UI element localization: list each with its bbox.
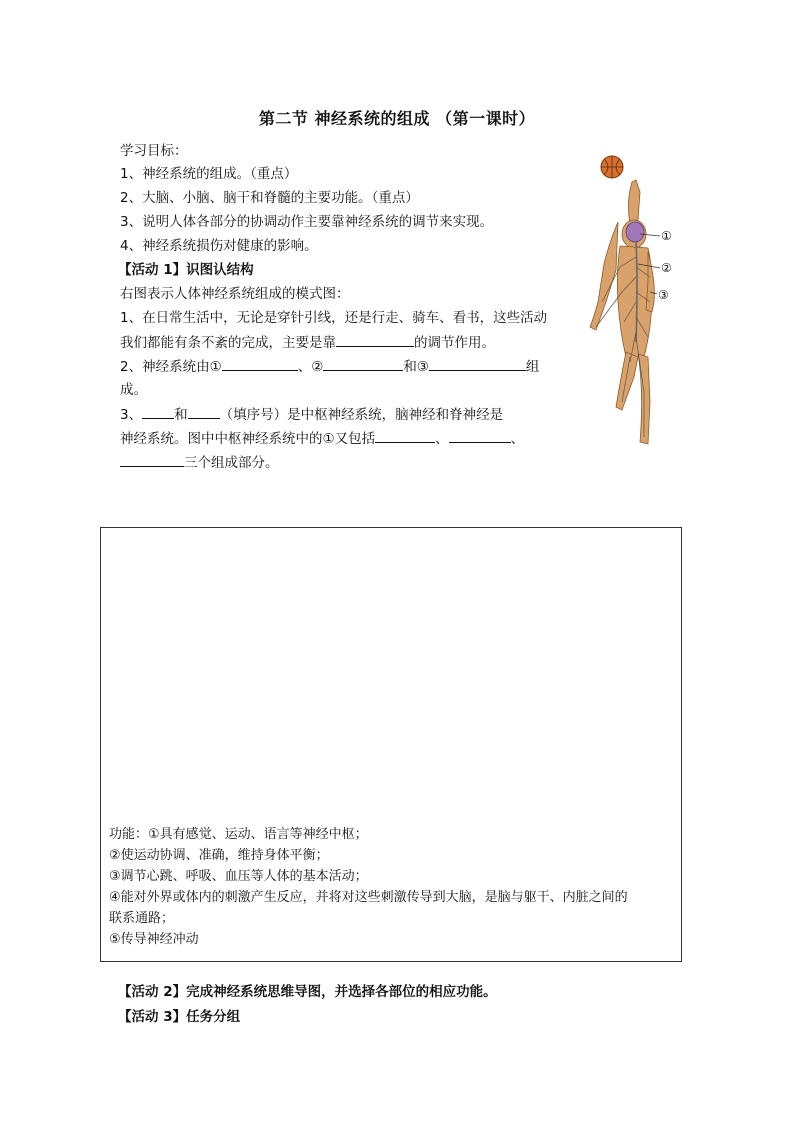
function-item-3: ③调节心跳、呼吸、血压等人体的基本活动；	[109, 869, 368, 884]
answer-blank-part-1[interactable]	[222, 356, 298, 371]
function-item-1: 功能：①具有感觉、运动、语言等神经中枢；	[109, 827, 368, 842]
question2-text-a: 2、神经系统由①	[120, 359, 222, 375]
answer-blank-regulation[interactable]	[336, 332, 414, 347]
question1-text-b: 的调节作用。	[414, 335, 495, 351]
answer-blank-brain-part-3[interactable]	[120, 452, 184, 467]
question2-text-d: 组	[525, 359, 540, 375]
question1-text-a: 我们都能有条不紊的完成，主要是靠	[120, 335, 336, 351]
question3-text-b: 和	[174, 407, 188, 423]
question3-text-c: （填序号）是中枢神经系统，脑神经和脊神经是	[219, 407, 504, 423]
question2-line1	[120, 356, 539, 377]
function-item-4-cont: 联系通路；	[109, 911, 175, 926]
objective-item-1: 1、神经系统的组成。（重点）	[120, 166, 298, 182]
question1-line2	[120, 332, 495, 353]
basketball-icon	[601, 156, 623, 178]
question2-line2: 成。	[120, 382, 147, 398]
mind-map-answer-box[interactable]	[100, 527, 682, 962]
question3-line2	[120, 428, 524, 449]
answer-blank-central-1[interactable]	[142, 404, 174, 419]
objective-item-4: 4、神经系统损伤对健康的影响。	[120, 238, 318, 254]
nervous-system-figure	[560, 152, 685, 457]
figure-label-3: ③	[658, 288, 669, 302]
question3-text-f: 、	[510, 431, 525, 447]
question3-text-e: 、	[435, 431, 449, 447]
activity1-heading: 【活动 1】识图认结构	[118, 262, 254, 278]
question2-text-c: 和③	[403, 359, 429, 375]
objectives-heading: 学习目标：	[120, 143, 188, 159]
answer-blank-central-2[interactable]	[188, 404, 220, 419]
brain-icon	[626, 222, 644, 242]
function-item-2: ②使运动协调、准确，维持身体平衡；	[109, 848, 329, 863]
objective-item-2: 2、大脑、小脑、脑干和脊髓的主要功能。（重点）	[120, 190, 419, 206]
function-item-4: ④能对外界或体内的刺激产生反应，并将对这些刺激传导到大脑，是脑与躯干、内脏之间的	[109, 890, 628, 905]
page-title: 第二节 神经系统的组成 （第一课时）	[258, 109, 536, 128]
question3-line3	[120, 452, 279, 473]
question3-text-g: 三个组成部分。	[184, 455, 279, 471]
figure-label-2: ②	[661, 261, 672, 275]
question3-line1	[120, 404, 503, 425]
activity1-intro: 右图表示人体神经系统组成的模式图：	[120, 286, 350, 302]
figure-label-1: ①	[661, 229, 672, 243]
activity3-heading: 【活动 3】任务分组	[118, 1009, 241, 1025]
answer-blank-brain-part-2[interactable]	[449, 428, 511, 443]
objective-item-3: 3、说明人体各部分的协调动作主要靠神经系统的调节来实现。	[120, 214, 494, 230]
question3-text-a: 3、	[120, 407, 143, 423]
question3-text-d: 神经系统。图中中枢神经系统中的①又包括	[120, 431, 376, 447]
answer-blank-brain-part-1[interactable]	[375, 428, 435, 443]
human-body-silhouette	[590, 180, 654, 444]
answer-blank-part-2[interactable]	[323, 356, 403, 371]
answer-blank-part-3[interactable]	[429, 356, 526, 371]
activity2-heading: 【活动 2】完成神经系统思维导图，并选择各部位的相应功能。	[118, 984, 497, 1000]
function-item-5: ⑤传导神经冲动	[109, 932, 199, 947]
question1-line1: 1、在日常生活中，无论是穿针引线，还是行走、骑车、看书，这些活动	[120, 310, 548, 326]
question2-text-b: 、②	[297, 359, 324, 375]
